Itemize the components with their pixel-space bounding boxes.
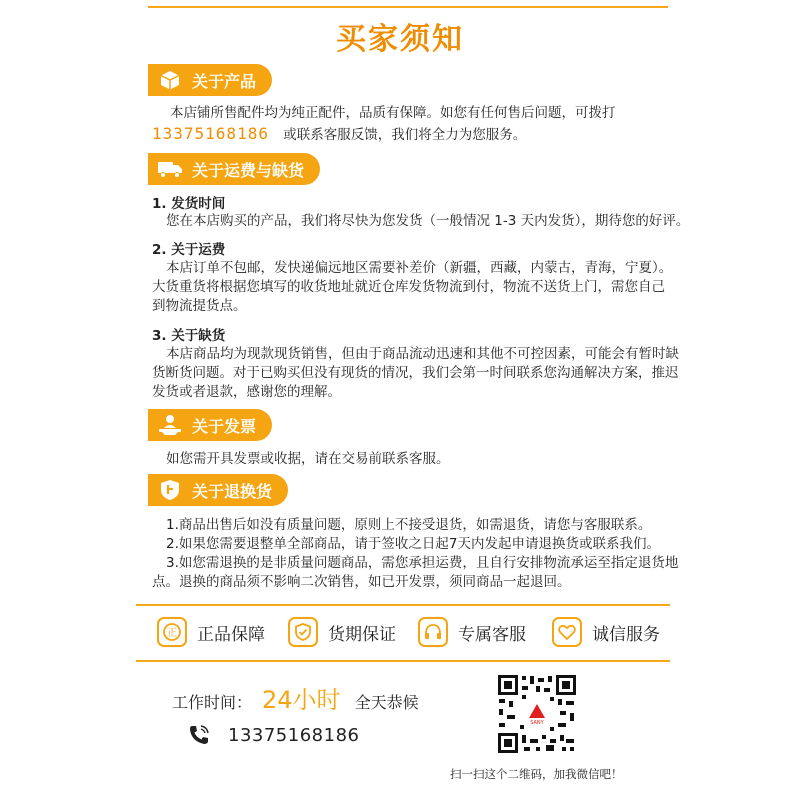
box-icon (156, 68, 184, 92)
wechat-qr-code (496, 673, 578, 755)
section-header-shipping (148, 153, 320, 185)
section-title: 关于产品 (192, 71, 257, 91)
features-divider-top (136, 604, 670, 606)
shipping-item-3-line2: 货断货问题。对于已购买但没有现货的情况，我们会第一时间联系您沟通解决方案，推迟 (152, 365, 679, 381)
invoice-text: 如您需开具发票或收据，请在交易前联系客服。 (166, 451, 450, 467)
shield-icon (156, 478, 184, 502)
returns-line2: 2.如果您需要退整单全部商品，请于签收之日起7天内发起申请退换货或联系我们。 (166, 536, 660, 552)
truck-icon (156, 157, 184, 181)
work-hours-value: 24小时 (262, 686, 341, 714)
shipping-item-2-line1: 本店订单不包邮，发快递偏远地区需要补差价（新疆，西藏，内蒙古，青海，宁夏）。 (166, 260, 673, 276)
section-header-returns (148, 474, 288, 506)
shipping-item-2-line3: 到物流提货点。 (152, 298, 247, 314)
shipping-item-1-line1: 您在本店购买的产品，我们将尽快为您发货（一般情况 1-3 天内发货），期待您的好评。 (166, 213, 690, 229)
feature-delivery (288, 617, 396, 647)
feature-label: 诚信服务 (592, 624, 660, 645)
shield-check-icon (288, 617, 318, 647)
phone-icon (188, 724, 210, 746)
returns-line4: 点。退换的商品须不影响二次销售，如已开发票，须同商品一起退回。 (152, 574, 571, 590)
shipping-item-2-title: 2. 关于运费 (152, 242, 226, 258)
footer-phone-number: 13375168186 (228, 724, 360, 746)
shipping-item-3-line3: 发货或者退款，感谢您的理解。 (152, 384, 341, 400)
shipping-item-3-line1: 本店商品均为现款现货销售，但由于商品流动迅速和其他不可控因素，可能会有暂时缺 (166, 346, 679, 362)
section-title: 关于退换货 (192, 481, 273, 501)
section-title: 关于运费与缺货 (192, 160, 305, 180)
product-text-line2 (152, 124, 526, 145)
headset-icon (418, 617, 448, 647)
work-hours-label: 工作时间： (172, 693, 253, 712)
product-text-line2-rest: 或联系客服反馈，我们将全力为您服务。 (283, 127, 527, 143)
qr-caption: 扫一扫这个二维码，加我微信吧！ (450, 767, 623, 781)
shipping-item-2-line2: 大货重货将根据您填写的收货地址就近仓库发货物流到付，物流不送货上门，需您自己 (152, 279, 665, 295)
top-divider (148, 6, 668, 8)
person-desk-icon (156, 413, 184, 437)
heart-icon (552, 617, 582, 647)
feature-label: 正品保障 (197, 624, 265, 645)
feature-label: 专属客服 (458, 624, 526, 645)
returns-line3: 3.如您需退换的是非质量问题商品，需您承担运费，且自行安排物流承运至指定退货地 (166, 555, 679, 571)
product-text-line1: 本店铺所售配件均为纯正配件，品质有保障。如您有任何售后问题，可拨打 (170, 105, 616, 121)
footer-phone-row (188, 724, 359, 746)
qr-logo-text: SANY (530, 720, 544, 726)
work-hours-all-day: 全天恭候 (354, 693, 419, 712)
feature-genuine (157, 617, 265, 647)
features-divider-bottom (136, 660, 670, 662)
page-title: 买家须知 (336, 22, 464, 57)
section-header-product (148, 64, 272, 96)
feature-service (418, 617, 526, 647)
feature-integrity (552, 617, 660, 647)
feature-label: 货期保证 (328, 624, 396, 645)
section-title: 关于发票 (192, 416, 257, 436)
genuine-badge-icon (157, 617, 187, 647)
section-header-invoice (148, 409, 272, 441)
work-hours-row (172, 680, 419, 715)
returns-line1: 1.商品出售后如没有质量问题，原则上不接受退货，如需退货，请您与客服联系。 (166, 517, 652, 533)
svg-text:正: 正 (167, 628, 177, 639)
shipping-item-1-title: 1. 发货时间 (152, 196, 226, 212)
product-phone: 13375168186 (152, 124, 269, 143)
shipping-item-3-title: 3. 关于缺货 (152, 328, 226, 344)
